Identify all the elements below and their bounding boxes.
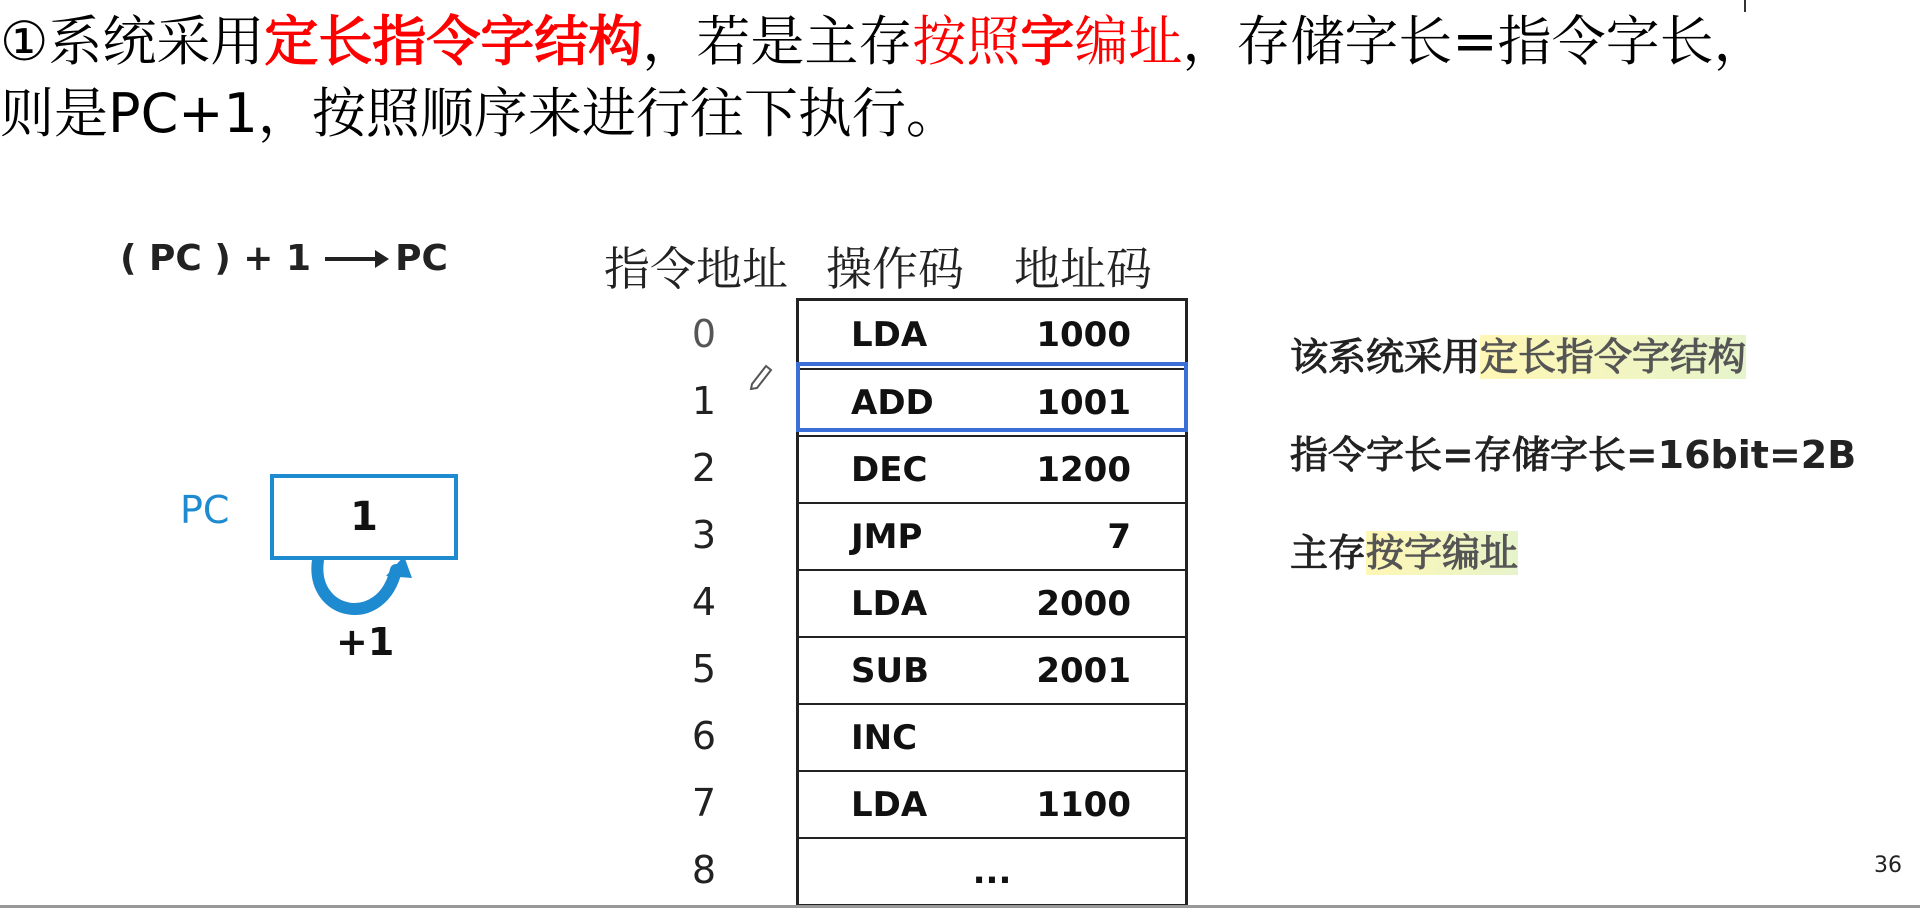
header-opcode: 操作码 [826,242,964,296]
formula-left: ( PC ) + 1 [120,238,312,279]
address-code-cell: 1200 [1036,449,1131,490]
heading-line-1 [0,6,1915,78]
opcode-cell: DEC [851,449,928,490]
header-instruction-address: 指令地址 [604,242,788,296]
pc-formula [120,238,448,279]
address-label: 2 [691,446,717,490]
note-fixed-length [1290,326,1746,381]
heading-text: ，存储字长=指令字长， [1182,10,1768,73]
heading-emphasis: 按照 [912,10,1021,73]
address-code-cell: 2001 [1036,650,1131,691]
address-label: 6 [691,714,717,758]
address-label: 7 [691,781,717,825]
memory-row [799,368,1185,435]
memory-row [799,703,1185,770]
opcode-cell: LDA [851,314,928,355]
note-word-length: 指令字长=存储字长=16bit=2B [1290,433,1857,477]
address-code-cell: 1100 [1036,784,1131,825]
formula-right: PC [395,238,448,279]
pc-value: 1 [350,494,378,540]
page-number: 36 [1874,853,1902,878]
address-label: 1 [691,379,717,423]
memory-row [799,837,1185,904]
heading-emphasis: 定长指令字结构 [264,10,643,73]
address-code-cell: 1000 [1036,314,1131,355]
note-text: 主存 [1290,531,1367,575]
ellipsis-cell: ... [972,851,1012,892]
heading-line-2: 则是PC+1，按照顺序来进行往下执行。 [0,82,960,145]
memory-row [799,301,1185,368]
note-highlight: 按字编址 [1366,531,1519,575]
opcode-cell: LDA [851,583,928,624]
heading-text: ，若是主存 [642,10,913,73]
address-label: 0 [691,312,717,356]
slide-heading [0,6,1915,150]
increment-label: +1 [336,620,395,664]
heading-emphasis: 字 [1020,10,1075,73]
opcode-cell: LDA [851,784,928,825]
memory-row [799,636,1185,703]
memory-row [799,435,1185,502]
heading-emphasis: 编址 [1074,10,1183,73]
address-label: 4 [691,580,717,624]
address-label: 5 [691,647,717,691]
memory-table [796,298,1188,907]
address-label: 8 [691,848,717,892]
address-code-cell: 2000 [1036,583,1131,624]
pc-register-box [270,474,458,560]
opcode-cell: ADD [851,382,934,423]
address-code-cell: 7 [1107,516,1131,557]
note-text: 该系统采用 [1290,335,1481,379]
opcode-cell: JMP [851,516,923,557]
address-code-cell: 1001 [1036,382,1131,423]
pc-label: PC [180,488,230,532]
memory-row [799,569,1185,636]
memory-row [799,502,1185,569]
increment-loop-icon [300,556,420,626]
note-addressing [1290,522,1518,577]
pencil-icon [746,360,776,390]
opcode-cell: INC [851,717,918,758]
note-highlight: 定长指令字结构 [1480,335,1747,379]
address-label: 3 [691,513,717,557]
memory-row [799,770,1185,837]
opcode-cell: SUB [851,650,930,691]
heading-text: ①系统采用 [0,10,265,73]
right-arrow-icon [325,257,385,261]
header-address-code: 地址码 [1014,242,1152,296]
